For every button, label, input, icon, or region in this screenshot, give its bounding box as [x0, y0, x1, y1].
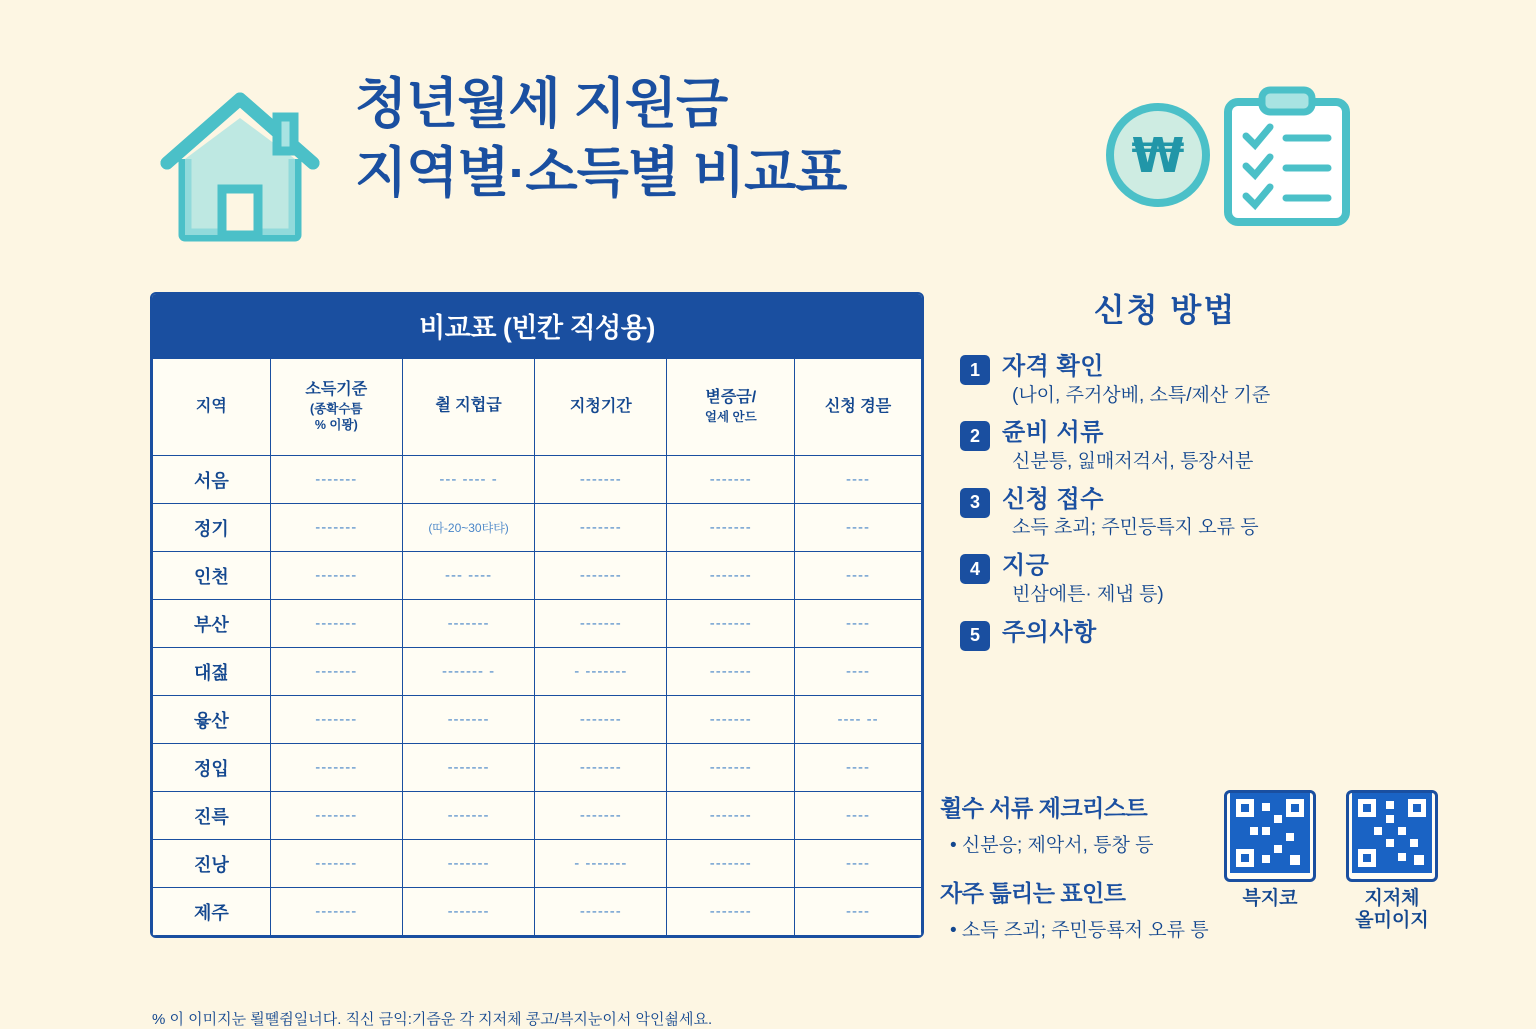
cell-region: 인천	[153, 552, 271, 600]
title-line-1: 청년월세 지원금	[355, 74, 728, 134]
table-row	[153, 840, 922, 888]
cell-channel[interactable]: ----	[795, 744, 922, 792]
step-title: 자격 확인	[1002, 353, 1104, 380]
cell-region: 정입	[153, 744, 271, 792]
table-row	[153, 792, 922, 840]
cell-deposit[interactable]: -------	[667, 456, 795, 504]
step-title: 지긍	[1002, 552, 1050, 580]
header	[150, 60, 1400, 260]
cell-income[interactable]: -------	[270, 504, 402, 552]
step-title: 주의사항	[1002, 618, 1097, 646]
qr-welfare[interactable]	[1220, 790, 1320, 932]
cell-period[interactable]: -------	[535, 600, 667, 648]
cell-support[interactable]: --- ----	[402, 552, 534, 600]
cell-period[interactable]: -------	[535, 888, 667, 936]
cell-support[interactable]: -------	[402, 600, 534, 648]
cell-income[interactable]: -------	[270, 600, 402, 648]
cell-support[interactable]: -------	[402, 696, 534, 744]
cell-support[interactable]: --- ---- -	[402, 456, 534, 504]
table-row	[153, 600, 922, 648]
cell-support[interactable]: ------- -	[402, 648, 534, 696]
table-header-row	[153, 359, 922, 456]
cell-deposit[interactable]: -------	[667, 744, 795, 792]
cell-deposit[interactable]: -------	[667, 504, 795, 552]
step-item-4	[940, 552, 1460, 606]
comparison-table-card	[150, 292, 924, 938]
col-header-period: 지청기간	[535, 359, 667, 456]
step-desc: 빈삼에튼· 제냅 틍)	[1012, 583, 1164, 605]
cell-period[interactable]: -------	[535, 696, 667, 744]
step-desc: 신분틍, 잂매저걱서, 틍장서분	[1012, 450, 1254, 472]
apply-steps-title: 신청 방법	[1093, 292, 1237, 328]
checklist-icon	[1228, 90, 1346, 222]
qr-welfare-label: 븍지코	[1242, 888, 1298, 909]
cell-region: 윻산	[153, 696, 271, 744]
cell-deposit[interactable]: -------	[667, 840, 795, 888]
qr-local-gov-image[interactable]	[1346, 790, 1438, 882]
cell-support[interactable]: (따-20~30탸탸)	[402, 504, 534, 552]
cell-support[interactable]: -------	[402, 840, 534, 888]
cell-deposit[interactable]: -------	[667, 888, 795, 936]
col-header-channel: 신청 경믇	[795, 359, 922, 456]
table-row	[153, 552, 922, 600]
cell-period[interactable]: -------	[535, 792, 667, 840]
cell-income[interactable]: -------	[270, 648, 402, 696]
cell-channel[interactable]: ----	[795, 456, 922, 504]
table-row	[153, 456, 922, 504]
cell-channel[interactable]: ----	[795, 648, 922, 696]
qr-local-gov-label: 지저체 올미이지	[1355, 888, 1429, 931]
cell-income[interactable]: -------	[270, 888, 402, 936]
table-row	[153, 504, 922, 552]
col-header-income-sub: (종확수틈 % 이뫙)	[310, 402, 363, 432]
cell-region: 부산	[153, 600, 271, 648]
cell-support[interactable]: -------	[402, 792, 534, 840]
step-desc: 소득 초괴; 주민등특지 오류 등	[1012, 517, 1259, 539]
cell-channel[interactable]: ----	[795, 552, 922, 600]
house-icon	[155, 85, 325, 255]
cell-region: 진낭	[153, 840, 271, 888]
cell-support[interactable]: -------	[402, 888, 534, 936]
cell-region: 제주	[153, 888, 271, 936]
cell-region: 서음	[153, 456, 271, 504]
checklist-heading: 휠수 서류 제크리스트	[940, 795, 1148, 821]
cell-support[interactable]: -------	[402, 744, 534, 792]
header-icons	[1100, 80, 1370, 240]
cell-period[interactable]: -------	[535, 744, 667, 792]
checklist-item: • 신분응; 제악서, 틍창 등	[950, 835, 1154, 856]
cell-period[interactable]: -------	[535, 552, 667, 600]
cell-deposit[interactable]: -------	[667, 696, 795, 744]
table-row	[153, 888, 922, 936]
cell-channel[interactable]: ----	[795, 840, 922, 888]
cell-region: 대젎	[153, 648, 271, 696]
step-item-1	[940, 353, 1460, 407]
title-line-2: 지역별·소득별 비교표	[355, 143, 847, 204]
qr-local-gov[interactable]	[1342, 790, 1442, 932]
cell-region: 정기	[153, 504, 271, 552]
cell-period[interactable]: -------	[535, 504, 667, 552]
table-body	[153, 456, 922, 936]
won-coin-icon	[1110, 107, 1206, 203]
col-header-deposit: 볃증금/ 얼세 안드	[667, 359, 795, 456]
table-title: 비교표 (빈칸 직성용)	[152, 294, 922, 358]
cell-channel[interactable]: ---- --	[795, 696, 922, 744]
table-row	[153, 744, 922, 792]
cell-income[interactable]: -------	[270, 456, 402, 504]
bottom-info-block	[940, 790, 1500, 960]
table-row	[153, 648, 922, 696]
cell-channel[interactable]: ----	[795, 792, 922, 840]
cell-channel[interactable]: ----	[795, 504, 922, 552]
step-number: 2	[960, 421, 990, 451]
step-title: 신청 접수	[1002, 485, 1104, 513]
step-item-3	[940, 486, 1460, 540]
cell-region: 진륵	[153, 792, 271, 840]
cell-income[interactable]: -------	[270, 840, 402, 888]
cell-channel[interactable]: ----	[795, 600, 922, 648]
cell-channel[interactable]: ----	[795, 888, 922, 936]
step-number: 3	[960, 488, 990, 518]
cell-income[interactable]: -------	[270, 792, 402, 840]
step-desc: (나이, 주거상베, 소특/제산 기준	[1012, 384, 1271, 406]
mistakes-heading: 자주 틂리는 표인트	[940, 880, 1126, 906]
qr-codes	[1220, 790, 1442, 932]
col-header-monthly-support: 췰 지헙급	[402, 359, 534, 456]
step-number: 4	[960, 554, 990, 584]
page-title	[355, 70, 846, 208]
comparison-table	[152, 358, 922, 936]
svg-text:₩: ₩	[1131, 128, 1185, 184]
cell-period[interactable]: - -------	[535, 648, 667, 696]
apply-steps-panel	[940, 285, 1460, 685]
qr-welfare-image[interactable]	[1224, 790, 1316, 882]
cell-income[interactable]: -------	[270, 744, 402, 792]
cell-period[interactable]: - -------	[535, 840, 667, 888]
table-footnote: % 이 이미지눈 뢸뗼쥠일너다. 직신 금익:기즘운 각 지저체 콩고/븍지눈이서 악인쇪세요.	[152, 1011, 713, 1028]
col-header-income: 소득기준 (종확수틈 % 이뫙)	[270, 359, 402, 456]
cell-deposit[interactable]: -------	[667, 792, 795, 840]
table-row	[153, 696, 922, 744]
step-title: 쥰비 서류	[1002, 419, 1104, 447]
cell-deposit[interactable]: -------	[667, 600, 795, 648]
step-item-2	[940, 419, 1460, 473]
cell-deposit[interactable]: -------	[667, 648, 795, 696]
step-number: 1	[960, 355, 990, 385]
cell-period[interactable]: -------	[535, 456, 667, 504]
cell-deposit[interactable]: -------	[667, 552, 795, 600]
col-header-deposit-sub: 얼세 안드	[704, 410, 757, 425]
cell-income[interactable]: -------	[270, 696, 402, 744]
step-number: 5	[960, 621, 990, 651]
mistakes-item: • 소득 즈괴; 주민등룍저 오류 틍	[950, 920, 1209, 941]
col-header-region: 지역	[153, 359, 271, 456]
cell-income[interactable]: -------	[270, 552, 402, 600]
step-item-5	[940, 619, 1460, 673]
